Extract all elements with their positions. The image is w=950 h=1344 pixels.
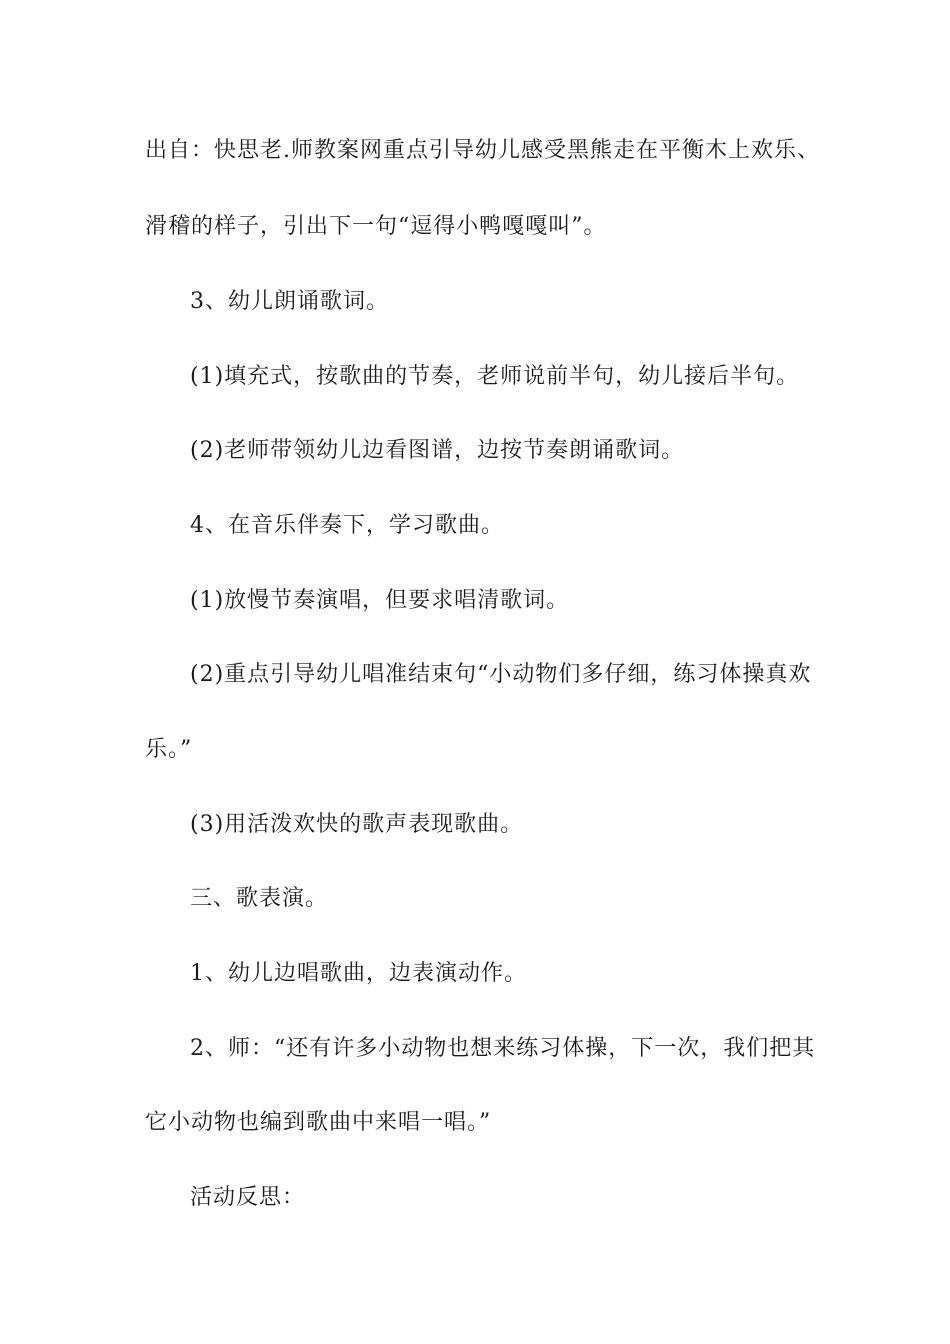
paragraph-line: 乐。” [145, 737, 193, 762]
paragraph-line: (1)放慢节奏演唱，但要求唱清歌词。 [190, 588, 570, 613]
section-heading: 三、歌表演。 [190, 886, 329, 911]
section-heading: 4、在音乐伴奏下，学习歌曲。 [190, 513, 504, 538]
section-heading: 活动反思： [190, 1185, 306, 1210]
paragraph-line: 出自：快思老.师教案网重点引导幼儿感受黑熊走在平衡木上欢乐、 [145, 138, 820, 163]
paragraph-line: (2)老师带领幼儿边看图谱，边按节奏朗诵歌词。 [190, 438, 685, 463]
paragraph-line: 2、师：“还有许多小动物也想来练习体操，下一次，我们把其 [190, 1036, 816, 1061]
section-heading: 3、幼儿朗诵歌词。 [190, 289, 389, 314]
paragraph-line: (2)重点引导幼儿唱准结束句“小动物们多仔细，练习体操真欢 [190, 662, 812, 687]
paragraph-line: 它小动物也编到歌曲中来唱一唱。” [145, 1110, 492, 1135]
paragraph-line: (3)用活泼欢快的歌声表现歌曲。 [190, 812, 524, 837]
paragraph-line: 滑稽的样子，引出下一句“逗得小鸭嘎嘎叫”。 [145, 214, 607, 239]
paragraph-line: (1)填充式，按歌曲的节奏，老师说前半句，幼儿接后半句。 [190, 364, 800, 389]
paragraph-line: 1、幼儿边唱歌曲，边表演动作。 [190, 961, 527, 986]
